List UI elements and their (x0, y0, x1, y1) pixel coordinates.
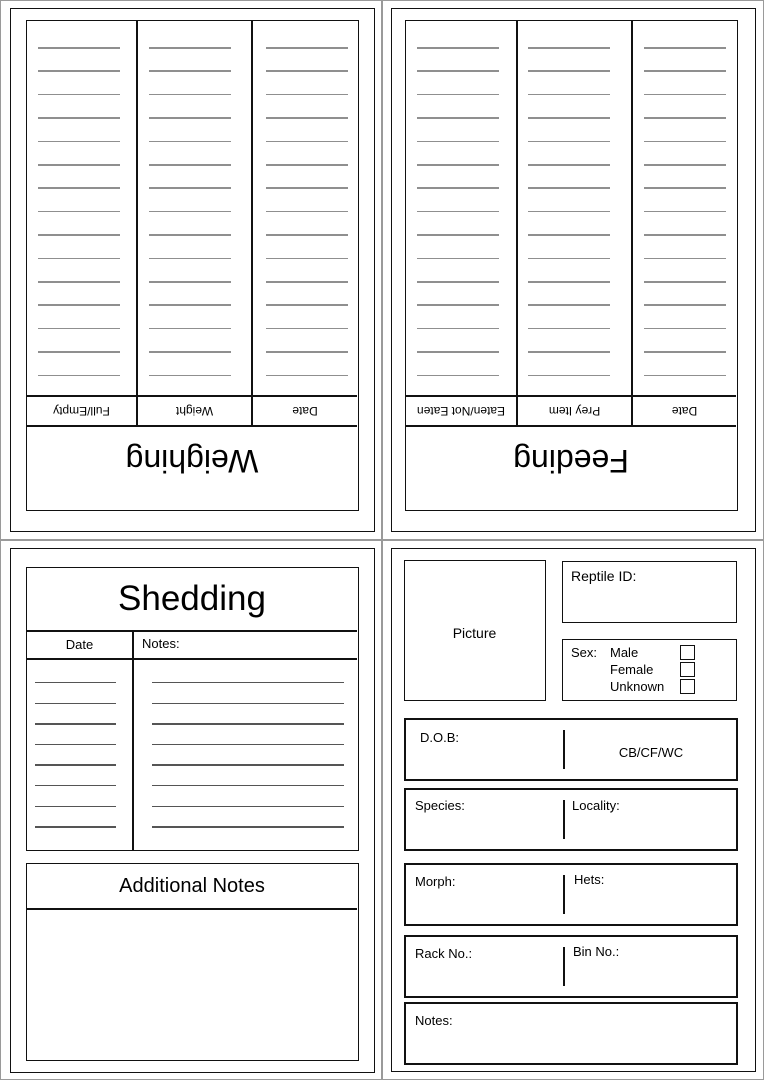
write-line[interactable] (35, 744, 116, 745)
write-line[interactable] (266, 281, 348, 283)
write-line[interactable] (528, 94, 610, 96)
write-line[interactable] (152, 744, 344, 745)
write-line[interactable] (266, 47, 348, 49)
write-line[interactable] (417, 141, 499, 143)
shedding-header-date: Date (65, 637, 94, 652)
write-line[interactable] (266, 141, 348, 143)
column-divider (251, 21, 253, 426)
write-line[interactable] (149, 351, 231, 353)
write-line[interactable] (528, 187, 610, 189)
reptile-id-label: Reptile ID: (571, 568, 637, 584)
write-line[interactable] (38, 304, 120, 306)
write-line[interactable] (35, 785, 116, 786)
write-line[interactable] (35, 826, 116, 827)
write-line[interactable] (38, 281, 120, 283)
weighing-header-date: Date (292, 404, 318, 418)
dob-divider (563, 730, 565, 769)
write-line[interactable] (149, 117, 231, 119)
morph-divider (563, 875, 565, 914)
write-line[interactable] (417, 70, 499, 72)
write-line[interactable] (152, 703, 344, 704)
write-line[interactable] (417, 234, 499, 236)
write-line[interactable] (35, 806, 116, 807)
write-line[interactable] (266, 258, 348, 260)
write-line[interactable] (266, 375, 348, 377)
write-line[interactable] (38, 234, 120, 236)
write-line[interactable] (528, 164, 610, 166)
write-line[interactable] (149, 234, 231, 236)
write-line[interactable] (266, 187, 348, 189)
additional-notes-box[interactable] (26, 863, 359, 1061)
title-divider (27, 425, 357, 427)
feeding-header-prey-item: Prey Item (548, 404, 601, 418)
sex-label: Sex: (571, 645, 598, 660)
origin-label: CB/CF/WC (618, 745, 684, 760)
write-line[interactable] (149, 187, 231, 189)
write-line[interactable] (38, 258, 120, 260)
write-line[interactable] (152, 806, 344, 807)
header-divider (27, 658, 357, 660)
write-line[interactable] (149, 47, 231, 49)
header-divider (406, 395, 736, 397)
weighing-header-weight: Weight (175, 404, 214, 418)
weighing-card (0, 0, 382, 540)
write-line[interactable] (417, 258, 499, 260)
additional-notes-divider (27, 908, 357, 910)
rack-box (404, 935, 738, 998)
feeding-title: Feeding (513, 443, 629, 479)
species-box (404, 788, 738, 851)
write-line[interactable] (644, 234, 726, 236)
write-line[interactable] (152, 682, 344, 683)
sex-box (562, 639, 737, 701)
write-line[interactable] (38, 328, 120, 330)
write-line[interactable] (644, 164, 726, 166)
write-line[interactable] (266, 117, 348, 119)
notes-box[interactable] (404, 1002, 738, 1065)
write-line[interactable] (266, 164, 348, 166)
write-line[interactable] (266, 234, 348, 236)
write-line[interactable] (644, 304, 726, 306)
write-line[interactable] (417, 47, 499, 49)
write-line[interactable] (644, 70, 726, 72)
rack-label: Rack No.: (415, 946, 473, 961)
species-divider (563, 800, 565, 839)
write-line[interactable] (152, 826, 344, 827)
write-line[interactable] (528, 47, 610, 49)
sex-option-unknown: Unknown (610, 679, 665, 694)
write-line[interactable] (38, 375, 120, 377)
title-divider (27, 630, 357, 632)
write-line[interactable] (266, 304, 348, 306)
picture-box[interactable] (404, 560, 546, 701)
sex-option-female: Female (610, 662, 654, 677)
write-line[interactable] (417, 304, 499, 306)
write-line[interactable] (266, 328, 348, 330)
weighing-header-full-empty: Full/Empty (53, 404, 110, 418)
write-line[interactable] (266, 351, 348, 353)
write-line[interactable] (149, 304, 231, 306)
write-line[interactable] (417, 211, 499, 213)
write-line[interactable] (149, 258, 231, 260)
morph-box (404, 863, 738, 926)
feeding-header-date: Date (671, 404, 698, 418)
write-line[interactable] (644, 141, 726, 143)
column-divider (136, 21, 138, 426)
write-line[interactable] (417, 281, 499, 283)
morph-label: Morph: (415, 874, 456, 889)
write-line[interactable] (417, 117, 499, 119)
write-line[interactable] (417, 94, 499, 96)
write-line[interactable] (152, 764, 344, 765)
write-line[interactable] (266, 94, 348, 96)
weighing-title: Weighing (125, 443, 259, 479)
column-divider (631, 21, 633, 426)
write-line[interactable] (152, 723, 344, 724)
sex-option-male: Male (610, 645, 639, 660)
write-line[interactable] (644, 258, 726, 260)
write-line[interactable] (528, 304, 610, 306)
write-line[interactable] (528, 375, 610, 377)
write-line[interactable] (644, 351, 726, 353)
dob-label: D.O.B: (420, 730, 460, 745)
write-line[interactable] (528, 351, 610, 353)
write-line[interactable] (38, 351, 120, 353)
write-line[interactable] (266, 70, 348, 72)
locality-label: Locality: (572, 798, 620, 813)
write-line[interactable] (528, 281, 610, 283)
write-line[interactable] (528, 70, 610, 72)
title-divider (406, 425, 736, 427)
write-line[interactable] (644, 117, 726, 119)
write-line[interactable] (38, 117, 120, 119)
write-line[interactable] (35, 682, 116, 683)
species-label: Species: (415, 798, 465, 813)
write-line[interactable] (417, 328, 499, 330)
write-line[interactable] (528, 211, 610, 213)
header-divider (27, 395, 357, 397)
write-line[interactable] (38, 187, 120, 189)
write-line[interactable] (149, 94, 231, 96)
write-line[interactable] (152, 785, 344, 786)
feeding-card (382, 0, 764, 540)
write-line[interactable] (38, 141, 120, 143)
write-line[interactable] (528, 234, 610, 236)
write-line[interactable] (644, 328, 726, 330)
write-line[interactable] (38, 70, 120, 72)
shedding-card (0, 540, 382, 1080)
write-line[interactable] (644, 375, 726, 377)
write-line[interactable] (528, 117, 610, 119)
rack-divider (563, 947, 565, 986)
write-line[interactable] (528, 328, 610, 330)
write-line[interactable] (644, 187, 726, 189)
shedding-header-notes: Notes: (142, 636, 180, 651)
write-line[interactable] (528, 141, 610, 143)
feeding-table (405, 20, 738, 511)
write-line[interactable] (149, 328, 231, 330)
write-line[interactable] (528, 258, 610, 260)
male-checkbox[interactable] (680, 645, 695, 660)
column-divider (516, 21, 518, 426)
unknown-checkbox[interactable] (680, 679, 695, 694)
notes-label: Notes: (415, 1013, 453, 1028)
column-divider (132, 631, 134, 850)
write-line[interactable] (644, 47, 726, 49)
write-line[interactable] (149, 375, 231, 377)
write-line[interactable] (266, 211, 348, 213)
write-line[interactable] (35, 703, 116, 704)
write-line[interactable] (38, 211, 120, 213)
shedding-title: Shedding (118, 579, 266, 618)
weighing-table (26, 20, 359, 511)
shedding-table (26, 567, 359, 851)
picture-label: Picture (452, 625, 497, 641)
female-checkbox[interactable] (680, 662, 695, 677)
write-line[interactable] (149, 281, 231, 283)
write-line[interactable] (35, 764, 116, 765)
write-line[interactable] (149, 70, 231, 72)
write-line[interactable] (644, 94, 726, 96)
write-line[interactable] (149, 211, 231, 213)
additional-notes-title: Additional Notes (119, 875, 265, 897)
write-line[interactable] (149, 141, 231, 143)
write-line[interactable] (35, 723, 116, 724)
write-line[interactable] (38, 94, 120, 96)
info-card (382, 540, 764, 1080)
bin-label: Bin No.: (573, 944, 620, 959)
write-line[interactable] (644, 281, 726, 283)
write-line[interactable] (417, 187, 499, 189)
write-line[interactable] (417, 164, 499, 166)
write-line[interactable] (417, 375, 499, 377)
reptile-id-box[interactable] (562, 561, 737, 623)
write-line[interactable] (38, 164, 120, 166)
write-line[interactable] (149, 164, 231, 166)
feeding-header-eaten: Eaten/Not Eaten (416, 404, 506, 418)
hets-label: Hets: (574, 872, 605, 887)
write-line[interactable] (417, 351, 499, 353)
dob-box (404, 718, 738, 781)
write-line[interactable] (644, 211, 726, 213)
write-line[interactable] (38, 47, 120, 49)
